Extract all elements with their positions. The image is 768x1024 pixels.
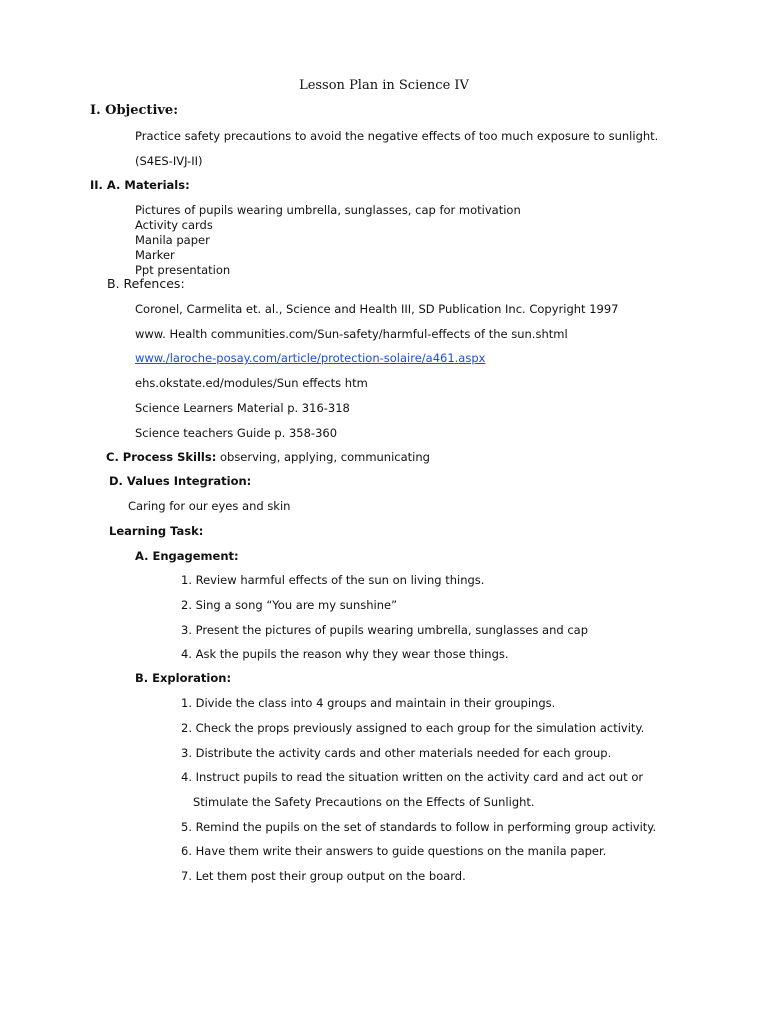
values-heading: D. Values Integration: bbox=[109, 474, 252, 488]
list-item: 6. Have them write their answers to guide questions on the manila paper. bbox=[181, 844, 607, 858]
list-item: 3. Present the pictures of pupils wearing umbrella, sunglasses and cap bbox=[181, 623, 588, 637]
list-item: 2. Sing a song “You are my sunshine” bbox=[181, 598, 398, 612]
reference-item: www. Health communities.com/Sun-safety/harmful-effects of the sun.shtml bbox=[135, 327, 568, 341]
process-skills-label: C. Process Skills: bbox=[106, 450, 217, 464]
list-item: 1. Review harmful effects of the sun on living things. bbox=[181, 573, 485, 587]
list-item: Manila paper bbox=[135, 233, 210, 247]
objective-heading: I. Objective: bbox=[90, 103, 179, 118]
reference-item: Science Learners Material p. 316-318 bbox=[135, 401, 350, 415]
reference-item: ehs.okstate.ed/modules/Sun effects htm bbox=[135, 376, 368, 390]
page-title: Lesson Plan in Science IV bbox=[299, 78, 469, 93]
reference-item: Coronel, Carmelita et. al., Science and Health III, SD Publication Inc. Copyright 1997 bbox=[135, 302, 619, 316]
list-item: Stimulate the Safety Precautions on the Effects of Sunlight. bbox=[193, 795, 535, 809]
list-item: 5. Remind the pupils on the set of standards to follow in performing group activity. bbox=[181, 820, 657, 834]
list-item: Pictures of pupils wearing umbrella, sunglasses, cap for motivation bbox=[135, 203, 521, 217]
list-item: 4. Ask the pupils the reason why they wear those things. bbox=[181, 647, 509, 661]
list-item: Ppt presentation bbox=[135, 263, 231, 277]
list-item: 2. Check the props previously assigned to each group for the simulation activity. bbox=[181, 721, 645, 735]
process-skills-text: observing, applying, communicating bbox=[216, 450, 430, 464]
list-item: Activity cards bbox=[135, 218, 213, 232]
reference-link[interactable]: www./laroche-posay.com/article/protection-solaire/a461.aspx bbox=[135, 351, 486, 365]
materials-list bbox=[135, 203, 521, 278]
list-item: 1. Divide the class into 4 groups and maintain in their groupings. bbox=[181, 696, 556, 710]
list-item: 7. Let them post their group output on the board. bbox=[181, 869, 466, 883]
reference-item: Science teachers Guide p. 358-360 bbox=[135, 426, 338, 440]
engagement-heading: A. Engagement: bbox=[135, 549, 239, 563]
materials-heading: II. A. Materials: bbox=[90, 178, 190, 192]
exploration-heading: B. Exploration: bbox=[135, 671, 232, 685]
list-item: 4. Instruct pupils to read the situation written on the activity card and act out or bbox=[181, 770, 644, 784]
learning-task-heading: Learning Task: bbox=[109, 524, 204, 538]
objective-text: Practice safety precautions to avoid the negative effects of too much exposure to sunlight. bbox=[135, 129, 659, 143]
references-heading bbox=[107, 277, 185, 291]
list-item: 3. Distribute the activity cards and other materials needed for each group. bbox=[181, 746, 612, 760]
process-skills bbox=[106, 450, 430, 464]
list-item: Marker bbox=[135, 248, 175, 262]
values-text: Caring for our eyes and skin bbox=[128, 499, 291, 513]
references-heading-text: B. Refences bbox=[107, 276, 181, 291]
references-heading-colon: : bbox=[180, 276, 185, 291]
objective-code: (S4ES-IVJ-II) bbox=[135, 154, 203, 168]
